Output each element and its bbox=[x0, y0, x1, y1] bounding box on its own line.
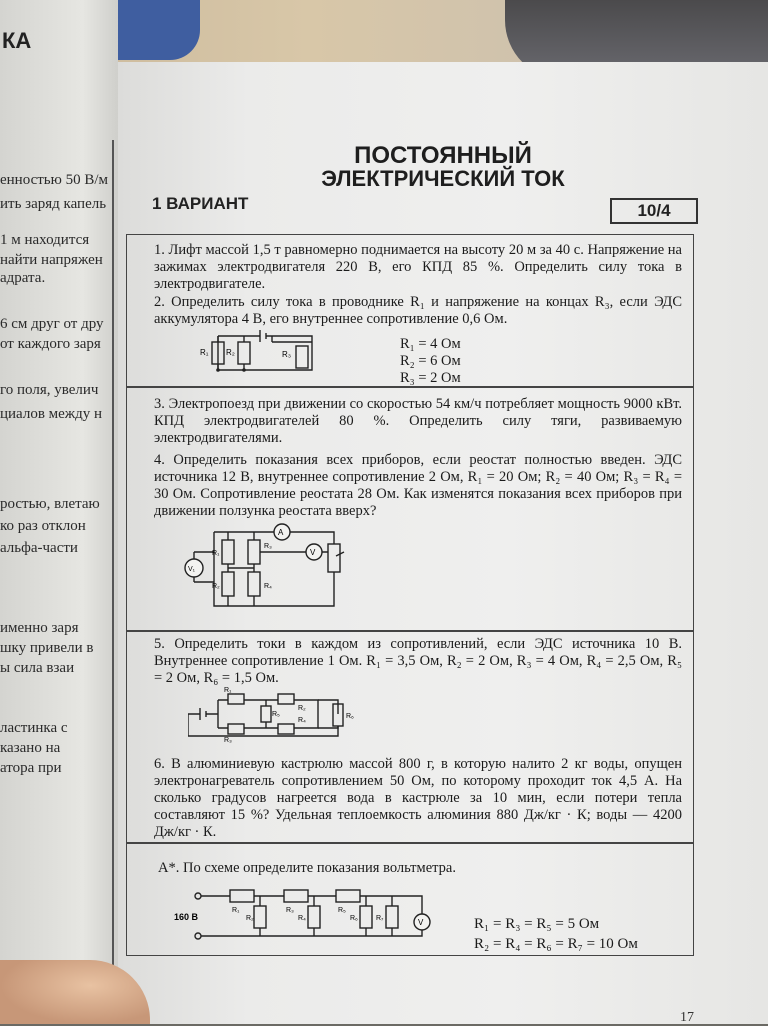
previous-page-fragment: ластинка с bbox=[0, 720, 68, 736]
page-title-line2: ЭЛЕКТРИЧЕСКИЙ ТОК bbox=[321, 166, 565, 191]
task-4: 4. Определить показания всех приборов, если реостат полностью введен. ЭДС источника 12 В, внутреннее сопротивление 2 Ом, R₁ = 20 Ом; R₂ = 40 Ом; R₃ = R₄ = 30 Ом. Сопротивление реостата 28 Ом. Как изменятся показания всех приборов при движении ползунка реостата вверх? bbox=[154, 452, 682, 519]
previous-page-fragment: 6 см друг от дру bbox=[0, 316, 104, 332]
section-divider bbox=[126, 630, 694, 632]
previous-page-fragment: найти напряжен bbox=[0, 252, 103, 268]
previous-page-fragment: шку привели в bbox=[0, 640, 94, 656]
previous-page-fragment: именно заря bbox=[0, 620, 79, 636]
task-6: 6. В алюминиевую кастрюлю массой 800 г, в которую налито 2 кг воды, опущен электронагреватель сопротивлением 50 Ом, по которому проходит ток 4,5 А. На сколько градусов нагреется вода в кастрюле за 10 мин, если потери тепла составляют 15 %? Удельная теплоемкость алюминия 880 Дж/кг · К; воды — 4200 Дж/кг · К. bbox=[154, 756, 682, 840]
previous-page-heading: КА bbox=[2, 28, 32, 53]
ammeter-label: A bbox=[278, 528, 284, 537]
previous-page-border bbox=[112, 140, 114, 1010]
voltmeter-label: V bbox=[418, 918, 424, 927]
variant-code-box: 10/4 bbox=[610, 198, 698, 224]
circuit-diagram-task5 bbox=[188, 686, 368, 746]
resistor-label-r6: R₆ bbox=[350, 915, 358, 922]
resistor-label-r4: R₄ bbox=[298, 915, 306, 922]
page-number: 17 bbox=[680, 1010, 694, 1025]
voltmeter1-label: V₁ bbox=[188, 566, 196, 573]
circuit-diagram-task-a bbox=[174, 884, 444, 954]
previous-page-fragment: циалов между н bbox=[0, 406, 103, 422]
resistor-label-r3: R₃ bbox=[224, 737, 232, 744]
previous-page-fragment: альфа-части bbox=[0, 540, 78, 556]
resistor-label-r1: R₁ bbox=[224, 687, 232, 694]
previous-page-edge bbox=[0, 0, 118, 1024]
circuit-diagram-task2 bbox=[200, 324, 330, 384]
task-2: 2. Определить силу тока в проводнике R₁ и напряжение на концах R₃, если ЭДС аккумулятора 4 В, его внутреннее сопротивление 0,6 Ом. bbox=[154, 294, 682, 327]
previous-page-fragment: ко раз отклон bbox=[0, 518, 86, 534]
textbook-page bbox=[118, 62, 768, 1024]
page-title-line1: ПОСТОЯННЫЙ bbox=[354, 142, 532, 169]
resistor-label-r1: R₁ bbox=[232, 907, 240, 914]
previous-page-fragment: ы сила взаи bbox=[0, 660, 75, 676]
previous-page-fragment: енностью 50 В/м bbox=[0, 172, 109, 188]
previous-page-fragment: 1 м находится bbox=[0, 232, 90, 248]
resistor-label-r5: R₅ bbox=[272, 711, 280, 718]
value-line: R₁ = 4 Ом bbox=[400, 336, 461, 352]
resistor-label-r3: R₃ bbox=[264, 543, 272, 550]
task-a-star: A*. По схеме определите показания вольтметра. bbox=[158, 860, 456, 876]
variant-label: 1 ВАРИАНТ bbox=[152, 194, 249, 213]
resistor-label-r6: R₆ bbox=[346, 713, 354, 720]
resistor-label-r3: R₃ bbox=[282, 350, 292, 359]
resistor-label-r7: R₇ bbox=[376, 915, 384, 922]
task-a-values bbox=[474, 914, 638, 954]
resistor-label-r3: R₃ bbox=[286, 907, 294, 914]
section-divider bbox=[126, 842, 694, 844]
previous-page-fragment: казано на bbox=[0, 740, 61, 756]
resistor-label-r4: R₄ bbox=[264, 583, 272, 590]
task-1: 1. Лифт массой 1,5 т равномерно поднимается на высоту 20 м за 40 с. Напряжение на зажимах электродвигателя 220 В, его КПД 85 %. Определить силу тока в электродвигателе. bbox=[154, 242, 682, 292]
resistor-label-r5: R₅ bbox=[338, 907, 346, 914]
task-3: 3. Электропоезд при движении со скоростью 54 км/ч потребляет мощность 9000 кВт. КПД электродвигателей 80 %. Определить силу тяги, развиваемую электродвигателями. bbox=[154, 396, 682, 446]
resistor-label-r4: R₄ bbox=[298, 717, 306, 724]
resistor-label-r2: R₂ bbox=[298, 705, 306, 712]
resistor-label-r2: R₂ bbox=[212, 583, 220, 590]
source-voltage: 160 В bbox=[174, 912, 199, 922]
voltmeter-label: V bbox=[310, 548, 316, 557]
value-line: R₂ = R₄ = R₆ = R₇ = 10 Ом bbox=[474, 936, 638, 952]
previous-page-fragment: адрата. bbox=[0, 270, 46, 286]
previous-page-fragment: атора при bbox=[0, 760, 62, 776]
resistor-label-r2: R₂ bbox=[246, 915, 254, 922]
resistor-label-r1: R₁ bbox=[200, 348, 209, 357]
background-fabric bbox=[110, 0, 200, 60]
previous-page-fragment: от каждого заря bbox=[0, 336, 101, 352]
circuit-diagram-task4 bbox=[184, 522, 384, 614]
previous-page-fragment: ростью, влетаю bbox=[0, 496, 100, 512]
value-line: R₁ = R₃ = R₅ = 5 Ом bbox=[474, 916, 600, 932]
task-2-values bbox=[400, 336, 461, 387]
task-5: 5. Определить токи в каждом из сопротивлений, если ЭДС источника 10 В. Внутреннее сопротивление 1 Ом. R₁ = 3,5 Ом, R₂ = 2 Ом, R₃ = 4 Ом, R₄ = 2,5 Ом, R₅ = 2 Ом, R₆ = 1,5 Ом. bbox=[154, 636, 682, 686]
previous-page-fragment: го поля, увелич bbox=[0, 382, 99, 398]
value-line: R₂ = 6 Ом bbox=[400, 353, 461, 369]
resistor-label-r1: R₁ bbox=[212, 550, 220, 557]
value-line: R₃ = 2 Ом bbox=[400, 370, 461, 386]
previous-page-fragment: ить заряд капель bbox=[0, 196, 107, 212]
resistor-label-r2: R₂ bbox=[226, 348, 235, 357]
